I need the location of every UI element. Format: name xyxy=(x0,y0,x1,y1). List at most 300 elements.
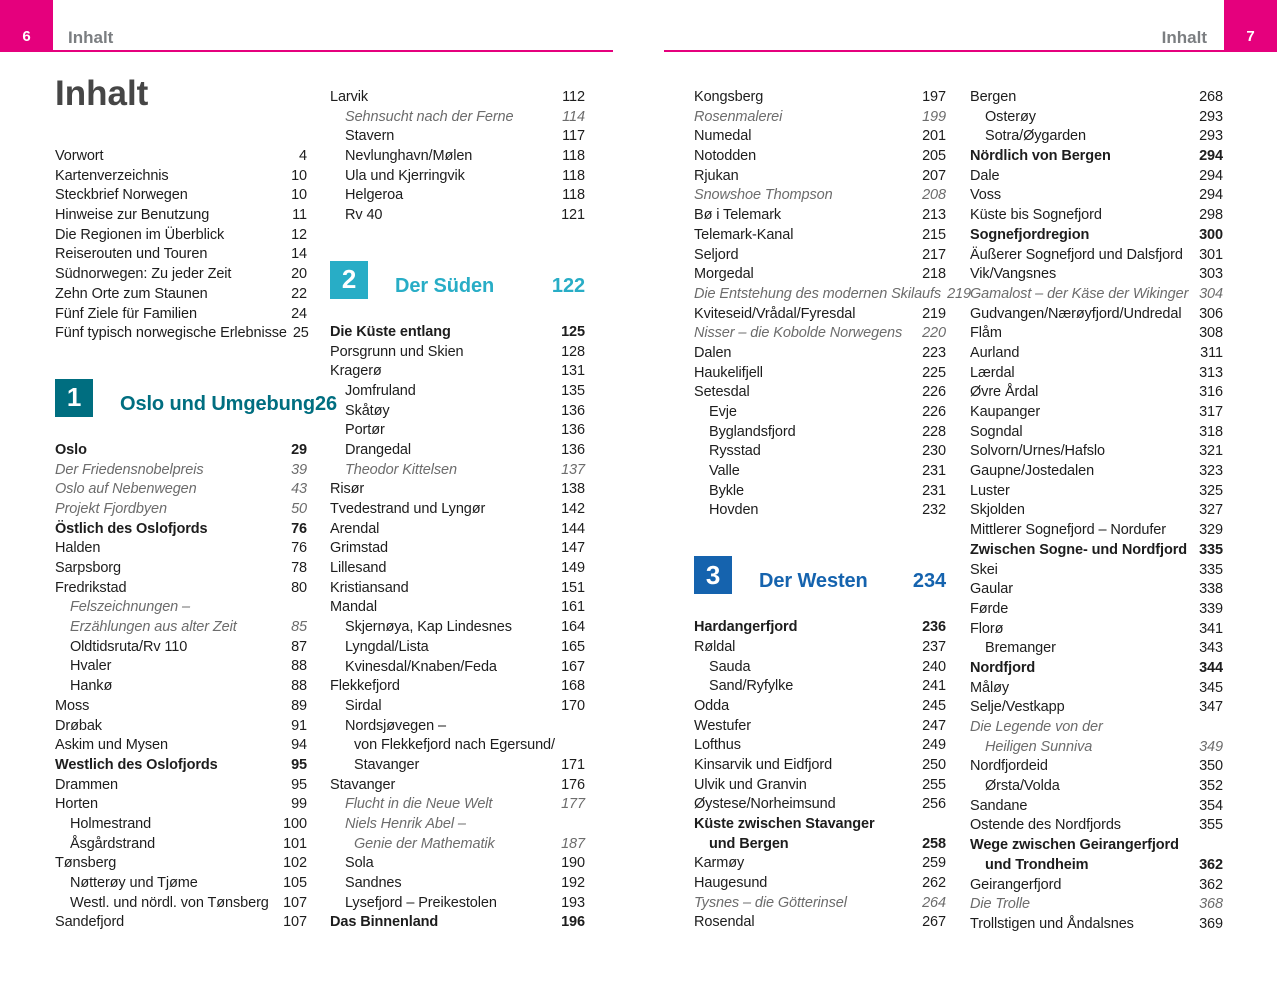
toc-entry-label: Bykle xyxy=(709,482,744,499)
toc-entry-page: 136 xyxy=(561,422,585,439)
toc-entry-page: 105 xyxy=(283,875,307,891)
toc-entry-label: Westl. und nördl. von Tønsberg xyxy=(70,894,269,911)
toc-entry xyxy=(330,461,585,481)
toc-entry-page: 176 xyxy=(561,776,585,793)
toc-entry xyxy=(694,442,946,462)
toc-entry-page: 39 xyxy=(291,461,307,478)
toc-entry xyxy=(330,854,585,874)
toc-entry-page: 161 xyxy=(561,599,585,616)
toc-entry-label: Jomfruland xyxy=(345,382,416,399)
toc-entry-page: 311 xyxy=(1200,344,1223,361)
toc-entry xyxy=(694,717,946,737)
toc-entry-page: 228 xyxy=(922,423,946,440)
toc-entry-label: Vorwort xyxy=(55,148,104,164)
toc-entry-label: Odda xyxy=(694,697,730,714)
toc-entry-page: 20 xyxy=(291,266,307,283)
toc-entry xyxy=(970,403,1223,423)
toc-entry xyxy=(330,206,585,226)
toc-entry xyxy=(970,186,1223,206)
toc-entry-label: Hinweise zur Benutzung xyxy=(55,207,210,224)
toc-entry-page: 151 xyxy=(561,579,585,596)
toc-entry-page: 262 xyxy=(922,875,946,892)
toc-entry-page: 117 xyxy=(562,128,585,145)
toc-entry-label: Tysnes – die Götterinsel xyxy=(694,894,847,911)
toc-entry-label: Sandnes xyxy=(345,875,402,892)
toc-entry-label: Skjolden xyxy=(970,502,1025,519)
toc-entry xyxy=(970,600,1223,620)
toc-entry-label: Horten xyxy=(55,796,98,813)
toc-entry-label: Byglandsfjord xyxy=(709,423,796,440)
toc-entry-label: Wege zwischen Geirangerfjord xyxy=(970,837,1179,854)
toc-entry-page: 87 xyxy=(291,638,307,655)
toc-entry-label: Erzählungen aus alter Zeit xyxy=(70,619,237,636)
toc-entry-page: 226 xyxy=(922,404,946,420)
toc-entry xyxy=(970,580,1223,600)
toc-entry-label: Sauda xyxy=(709,658,751,675)
toc-entry-label: Sehnsucht nach der Ferne xyxy=(345,108,514,125)
toc-entry-page: 78 xyxy=(291,560,307,576)
toc-entry xyxy=(970,876,1223,896)
section-heading xyxy=(55,379,337,417)
toc-entry-page: 215 xyxy=(922,226,946,243)
toc-entry-page: 118 xyxy=(562,167,585,184)
toc-entry-label: Førde xyxy=(970,600,1009,617)
toc-entry-page: 218 xyxy=(922,266,946,283)
toc-entry xyxy=(694,364,946,384)
toc-entry-label: Bremanger xyxy=(985,640,1056,657)
toc-entry-page: 94 xyxy=(291,737,307,754)
toc-entry xyxy=(55,618,307,638)
toc-entry-label: Nordfjordeid xyxy=(970,758,1048,775)
toc-entry-page: 168 xyxy=(561,678,585,695)
toc-entry xyxy=(694,147,946,167)
toc-entry-page: 362 xyxy=(1199,856,1223,873)
toc-entry-page: 245 xyxy=(922,697,946,714)
toc-entry xyxy=(330,815,585,835)
toc-entry xyxy=(330,618,585,638)
toc-entry-page: 85 xyxy=(291,619,307,636)
toc-entry-label: Moss xyxy=(55,697,90,714)
toc-entry-page: 231 xyxy=(922,463,946,480)
toc-entry-page: 249 xyxy=(922,737,946,754)
toc-entry-label: Oslo auf Nebenwegen xyxy=(55,481,197,498)
toc-entry-label: Nördlich von Bergen xyxy=(970,148,1111,165)
toc-entry xyxy=(970,521,1223,541)
toc-entry xyxy=(330,913,585,933)
toc-entry xyxy=(330,795,585,815)
toc-entry xyxy=(55,305,307,325)
toc-entry-page: 88 xyxy=(291,658,307,675)
toc-entry-label: Hankø xyxy=(70,678,113,695)
toc-entry-page: 306 xyxy=(1199,305,1223,322)
toc-entry-page: 241 xyxy=(922,678,946,695)
toc-entry xyxy=(330,147,585,167)
toc-entry xyxy=(330,559,585,579)
toc-entry xyxy=(970,88,1223,108)
toc-entry xyxy=(55,697,307,717)
toc-entry-page: 147 xyxy=(561,540,585,557)
toc-entry-label: Solvorn/Urnes/Hafslo xyxy=(970,443,1105,460)
toc-entry-page: 341 xyxy=(1199,620,1223,637)
toc-entry xyxy=(970,442,1223,462)
toc-entry xyxy=(970,797,1223,817)
toc-entry-page: 247 xyxy=(922,717,946,734)
toc-entry xyxy=(970,324,1223,344)
toc-entry-label: Küste bis Sognefjord xyxy=(970,207,1102,224)
toc-entry-label: Sirdal xyxy=(345,697,382,714)
toc-entry-page: 349 xyxy=(1199,738,1223,755)
toc-entry-page: 300 xyxy=(1199,226,1223,243)
toc-entry-label: Telemark-Kanal xyxy=(694,226,794,243)
toc-entry xyxy=(970,285,1223,305)
toc-entry xyxy=(55,441,307,461)
toc-entry xyxy=(55,638,307,658)
toc-entry-page: 14 xyxy=(291,246,307,263)
toc-entry-page: 325 xyxy=(1199,482,1223,499)
toc-entry-page: 50 xyxy=(291,500,307,517)
toc-entry-page: 250 xyxy=(922,756,946,773)
toc-entry xyxy=(55,815,307,835)
toc-entry xyxy=(330,677,585,697)
toc-entry xyxy=(970,108,1223,128)
toc-entry-page: 142 xyxy=(561,501,585,517)
toc-entry-page: 339 xyxy=(1199,600,1223,617)
toc-entry-label: Kristiansand xyxy=(330,579,409,596)
toc-entry-page: 219 xyxy=(922,305,946,322)
toc-entry-label: Hardangerfjord xyxy=(694,619,798,636)
toc-entry-label: Aurland xyxy=(970,344,1020,361)
toc-entry-label: Numedal xyxy=(694,128,752,145)
toc-entry-page: 197 xyxy=(922,89,946,105)
toc-entry-label: Küste zwischen Stavanger xyxy=(694,816,875,832)
toc-entry xyxy=(970,501,1223,521)
toc-entry xyxy=(55,854,307,874)
toc-entry-label: Voss xyxy=(970,187,1002,204)
toc-entry-label: Halden xyxy=(55,540,101,557)
toc-entry-page: 76 xyxy=(291,520,307,537)
toc-entry xyxy=(55,245,307,265)
toc-entry-label: Oldtidsruta/Rv 110 xyxy=(70,638,188,655)
toc-entry-label: Dale xyxy=(970,167,1000,184)
toc-entry-page: 107 xyxy=(283,914,307,931)
toc-entry xyxy=(694,324,946,344)
toc-entry xyxy=(694,462,946,482)
toc-entry xyxy=(694,423,946,443)
toc-entry-label: Åsgårdstrand xyxy=(70,835,156,852)
toc-entry xyxy=(694,403,946,423)
toc-entry xyxy=(970,482,1223,502)
toc-entry-page: 131 xyxy=(561,363,585,380)
toc-entry-label: Flåm xyxy=(970,325,1002,342)
toc-entry-label: Skåtøy xyxy=(345,402,390,419)
toc-entry xyxy=(694,501,946,521)
toc-entry-label: Holmestrand xyxy=(70,815,152,832)
toc-entry-label: Sandane xyxy=(970,797,1028,814)
toc-entry-page: 196 xyxy=(561,914,585,931)
toc-entry-label: Projekt Fjordbyen xyxy=(55,500,167,517)
toc-entry-page: 226 xyxy=(922,384,946,401)
toc-entry-page: 125 xyxy=(561,323,585,340)
toc-entry xyxy=(330,480,585,500)
toc-entry-label: Rv 40 xyxy=(345,207,383,224)
toc-entry-label: Askim und Mysen xyxy=(55,737,168,754)
toc-entry-page: 355 xyxy=(1199,817,1223,834)
toc-entry xyxy=(330,598,585,618)
running-header-right: Inhalt xyxy=(1161,28,1207,47)
toc-entry-label: Vik/Vangsnes xyxy=(970,266,1057,283)
toc-entry-label: Morgedal xyxy=(694,266,754,283)
toc-entry-page: 80 xyxy=(291,579,307,596)
toc-entry-page: 135 xyxy=(561,382,585,399)
toc-entry-label: Stavern xyxy=(345,128,395,145)
toc-entry xyxy=(55,579,307,599)
toc-entry-label: Valle xyxy=(709,463,740,480)
toc-entry-page: 231 xyxy=(922,482,946,499)
toc-entry-page: 201 xyxy=(922,128,946,145)
toc-entry xyxy=(330,421,585,441)
toc-entry-label: Oslo xyxy=(55,441,87,458)
toc-entry xyxy=(970,147,1223,167)
toc-entry xyxy=(55,324,307,344)
toc-entry xyxy=(55,500,307,520)
toc-entry-page: 164 xyxy=(561,619,585,636)
toc-entry-label: Bø i Telemark xyxy=(694,207,782,224)
toc-entry-label: Ørsta/Volda xyxy=(985,778,1060,795)
toc-entry xyxy=(694,756,946,776)
toc-entry xyxy=(330,186,585,206)
toc-entry-page: 240 xyxy=(922,658,946,675)
toc-entry-label: Die Legende von der xyxy=(970,719,1103,735)
toc-entry-label: Evje xyxy=(709,404,737,420)
toc-entry xyxy=(55,167,307,187)
toc-entry-page: 268 xyxy=(1199,89,1223,105)
toc-entry xyxy=(694,697,946,717)
section-page-number: 26 xyxy=(314,392,337,415)
toc-entry-label: Kartenverzeichnis xyxy=(55,167,169,184)
toc-entry-label: Zehn Orte zum Staunen xyxy=(55,285,208,302)
toc-entry xyxy=(970,226,1223,246)
toc-entry-page: 29 xyxy=(291,441,307,458)
toc-entry xyxy=(330,658,585,678)
toc-entry-page: 95 xyxy=(291,756,307,773)
toc-entry-label: Røldal xyxy=(694,638,736,655)
toc-entry xyxy=(694,127,946,147)
toc-entry-page: 12 xyxy=(291,226,307,243)
toc-entry-label: Fünf typisch norwegische Erlebnisse xyxy=(55,325,287,342)
header-rule-left xyxy=(0,50,613,52)
toc-entry xyxy=(970,364,1223,384)
toc-entry xyxy=(55,598,307,618)
toc-entry xyxy=(694,482,946,502)
toc-entry-page: 350 xyxy=(1199,758,1223,775)
toc-entry xyxy=(55,226,307,246)
section-number-box: 2 xyxy=(330,261,368,299)
toc-entry-label: Lyngdal/Lista xyxy=(345,638,429,655)
toc-entry xyxy=(694,206,946,226)
toc-entry xyxy=(694,108,946,128)
toc-entry xyxy=(970,167,1223,187)
toc-entry-page: 4 xyxy=(299,148,307,164)
toc-entry-label: Tvedestrand und Lyngør xyxy=(330,501,486,517)
toc-entry-label: Lillesand xyxy=(330,560,387,577)
toc-entry-page: 368 xyxy=(1199,896,1223,913)
toc-entry-label: Das Binnenland xyxy=(330,914,439,931)
toc-entry xyxy=(694,658,946,678)
toc-entry-page: 225 xyxy=(922,364,946,381)
toc-entry-label: Hovden xyxy=(709,502,759,519)
toc-entry-page: 165 xyxy=(561,638,585,655)
toc-entry-page: 136 xyxy=(561,441,585,458)
toc-entry-label: Kinsarvik und Eidfjord xyxy=(694,756,833,773)
toc-entry-label: Die Küste entlang xyxy=(330,323,451,340)
toc-entry-page: 217 xyxy=(922,246,946,263)
toc-entry-label: Ostende des Nordfjords xyxy=(970,817,1121,834)
toc-entry-page: 99 xyxy=(291,796,307,813)
toc-entry xyxy=(330,736,585,756)
toc-entry-label: Fredrikstad xyxy=(55,579,127,596)
toc-entry-page: 255 xyxy=(922,776,946,793)
toc-entry-page: 338 xyxy=(1199,581,1223,598)
toc-entry-page: 343 xyxy=(1199,640,1223,657)
toc-entry-label: Sotra/Øygarden xyxy=(985,128,1086,145)
toc-entry-page: 344 xyxy=(1199,659,1223,676)
toc-entry-page: 136 xyxy=(561,402,585,419)
toc-entry xyxy=(694,894,946,914)
section-number-box: 3 xyxy=(694,556,732,594)
toc-entry-label: Snowshoe Thompson xyxy=(694,187,833,204)
toc-entry xyxy=(970,777,1223,797)
toc-entry-label: Trollstigen und Åndalsnes xyxy=(970,915,1134,932)
toc-entry-label: Heiligen Sunniva xyxy=(985,738,1093,755)
toc-entry xyxy=(970,757,1223,777)
toc-entry-page: 170 xyxy=(561,697,585,714)
toc-entry xyxy=(330,756,585,776)
toc-entry-page: 298 xyxy=(1199,207,1223,224)
toc-entry-label: Mandal xyxy=(330,599,377,616)
toc-entry-page: 24 xyxy=(291,305,307,322)
toc-entry xyxy=(694,874,946,894)
toc-entry-label: Tønsberg xyxy=(55,855,117,872)
toc-entry-page: 177 xyxy=(561,796,585,813)
toc-entry-label: Niels Henrik Abel – xyxy=(345,816,466,832)
toc-entry xyxy=(694,618,946,638)
toc-entry xyxy=(55,795,307,815)
toc-entry-label: Genie der Mathematik xyxy=(354,835,495,852)
toc-entry-label: Nøtterøy und Tjøme xyxy=(70,875,198,891)
toc-entry xyxy=(330,88,585,108)
toc-entry xyxy=(970,246,1223,266)
toc-entry xyxy=(330,638,585,658)
toc-entry xyxy=(330,697,585,717)
toc-entry xyxy=(330,776,585,796)
toc-column-1 xyxy=(55,147,337,933)
toc-entry-page: 213 xyxy=(922,207,946,224)
toc-entry-page: 43 xyxy=(291,481,307,498)
toc-entry xyxy=(970,265,1223,285)
toc-entry xyxy=(970,816,1223,836)
toc-entry xyxy=(970,738,1223,758)
toc-entry-label: Kvinesdal/Knaben/Feda xyxy=(345,658,497,675)
toc-entry xyxy=(55,835,307,855)
toc-entry-label: von Flekkefjord nach Egersund/ xyxy=(354,737,555,754)
toc-entry xyxy=(55,559,307,579)
toc-entry-label: Larvik xyxy=(330,89,369,105)
toc-entry-page: 303 xyxy=(1199,266,1223,283)
toc-entry xyxy=(330,323,585,343)
toc-entry xyxy=(330,362,585,382)
toc-entry-page: 323 xyxy=(1199,463,1223,480)
toc-entry-label: Nordsjøvegen – xyxy=(345,717,446,734)
toc-entry-label: Östlich des Oslofjords xyxy=(55,520,208,537)
toc-entry xyxy=(694,854,946,874)
toc-entry-label: Risør xyxy=(330,481,365,498)
toc-entry xyxy=(330,343,585,363)
toc-entry-page: 208 xyxy=(922,187,946,204)
toc-entry-page: 11 xyxy=(292,207,307,224)
toc-entry-page: 335 xyxy=(1199,541,1223,558)
section-title: Der Süden xyxy=(395,274,495,297)
toc-entry-label: Ula und Kjerringvik xyxy=(345,167,465,184)
toc-entry-page: 264 xyxy=(922,894,946,911)
toc-entry-page: 114 xyxy=(562,108,585,125)
toc-entry xyxy=(55,461,307,481)
toc-entry xyxy=(694,835,946,855)
toc-entry-label: Sognefjordregion xyxy=(970,226,1090,243)
toc-entry-page: 352 xyxy=(1199,778,1223,795)
toc-entry xyxy=(330,520,585,540)
toc-entry-label: Äußerer Sognefjord und Dalsfjord xyxy=(970,246,1183,263)
toc-entry-label: Drammen xyxy=(55,776,118,793)
section-page-number: 234 xyxy=(912,570,946,593)
toc-entry-page: 171 xyxy=(561,756,585,773)
toc-entry-label: Selje/Vestkapp xyxy=(970,699,1065,716)
toc-entry-page: 236 xyxy=(922,619,946,636)
toc-entry-label: Die Regionen im Überblick xyxy=(55,226,225,243)
toc-entry-label: Mittlerer Sognefjord – Nordufer xyxy=(970,522,1166,539)
toc-column-2 xyxy=(330,88,585,933)
toc-entry-label: Bergen xyxy=(970,89,1017,105)
toc-entry xyxy=(970,836,1223,856)
toc-entry xyxy=(694,88,946,108)
toc-entry-page: 259 xyxy=(922,855,946,872)
page-title: Inhalt xyxy=(55,74,149,113)
toc-entry-label: Lærdal xyxy=(970,364,1015,381)
toc-entry xyxy=(970,659,1223,679)
toc-entry-label: Notodden xyxy=(694,148,757,165)
toc-entry-label: Drangedal xyxy=(345,441,412,458)
toc-entry xyxy=(694,677,946,697)
toc-entry-label: Portør xyxy=(345,422,385,439)
toc-entry xyxy=(694,736,946,756)
toc-entry-label: Arendal xyxy=(330,520,380,537)
toc-entry-label: Der Friedensnobelpreis xyxy=(55,461,204,478)
toc-entry-label: Sogndal xyxy=(970,423,1023,440)
toc-entry xyxy=(970,561,1223,581)
toc-entry xyxy=(694,246,946,266)
toc-entry-page: 318 xyxy=(1199,423,1223,440)
toc-entry-page: 199 xyxy=(922,108,946,125)
toc-entry xyxy=(330,402,585,422)
toc-entry-page: 10 xyxy=(291,187,307,204)
toc-entry-page: 294 xyxy=(1199,167,1223,184)
toc-entry-page: 25 xyxy=(292,325,309,342)
toc-entry-label: Måløy xyxy=(970,679,1009,696)
toc-entry-label: Westlich des Oslofjords xyxy=(55,756,218,773)
toc-entry-label: Ulvik und Granvin xyxy=(694,776,807,793)
toc-entry-label: Gamalost – der Käse der Wikinger xyxy=(970,285,1189,302)
toc-entry-page: 149 xyxy=(561,560,585,577)
toc-entry xyxy=(330,167,585,187)
